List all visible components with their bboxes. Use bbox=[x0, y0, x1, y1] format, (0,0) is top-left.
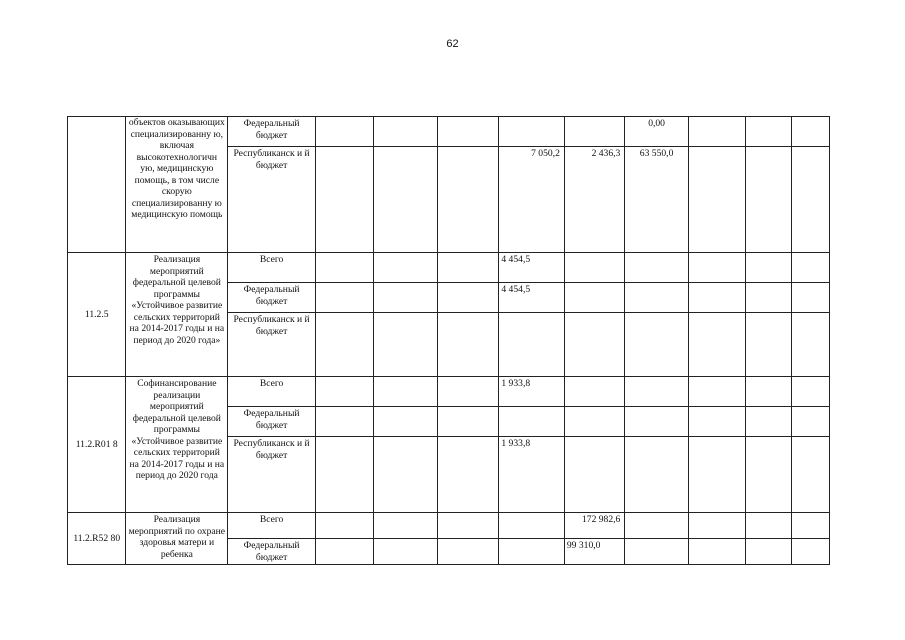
cell bbox=[625, 313, 689, 377]
cell bbox=[746, 313, 791, 377]
cell-value: 4 454,5 bbox=[499, 253, 565, 283]
row-name: Софинансирование реализации мероприятий федеральной целевой программы «Устойчивое развитие сельских территорий на 2014-2017 годы и на период до 2020 года bbox=[126, 377, 228, 513]
cell-value bbox=[564, 117, 624, 147]
cell bbox=[374, 407, 438, 437]
cell bbox=[374, 253, 438, 283]
row-name: Реализация мероприятий по охране здоровья матери и ребенка bbox=[126, 513, 228, 565]
cell bbox=[688, 283, 745, 313]
cell bbox=[688, 539, 745, 565]
cell bbox=[315, 147, 373, 253]
cell bbox=[564, 313, 624, 377]
cell-value: 0,00 bbox=[625, 117, 689, 147]
cell bbox=[437, 407, 498, 437]
cell bbox=[746, 377, 791, 407]
cell bbox=[746, 539, 791, 565]
cell bbox=[499, 513, 565, 539]
page-number: 62 bbox=[446, 38, 459, 50]
source-republican: Республиканск и й бюджет bbox=[228, 313, 316, 377]
cell bbox=[791, 313, 829, 377]
cell bbox=[374, 539, 438, 565]
cell bbox=[791, 437, 829, 513]
cell bbox=[688, 117, 745, 147]
cell bbox=[499, 117, 565, 147]
cell bbox=[688, 437, 745, 513]
cell bbox=[688, 377, 745, 407]
cell bbox=[564, 407, 624, 437]
cell bbox=[746, 147, 791, 253]
cell bbox=[688, 407, 745, 437]
cell bbox=[374, 377, 438, 407]
cell bbox=[315, 313, 373, 377]
source-total: Всего bbox=[228, 513, 316, 539]
cell bbox=[374, 283, 438, 313]
cell bbox=[746, 253, 791, 283]
table-row bbox=[68, 513, 830, 539]
cell bbox=[374, 313, 438, 377]
table-row bbox=[68, 253, 830, 283]
cell bbox=[437, 513, 498, 539]
cell bbox=[625, 513, 689, 539]
cell bbox=[791, 147, 829, 253]
cell bbox=[746, 513, 791, 539]
cell bbox=[374, 513, 438, 539]
cell bbox=[499, 539, 565, 565]
cell bbox=[688, 253, 745, 283]
row-code: 11.2.5 bbox=[68, 253, 126, 377]
cell bbox=[625, 377, 689, 407]
cell bbox=[315, 407, 373, 437]
cell bbox=[315, 377, 373, 407]
cell bbox=[625, 437, 689, 513]
source-federal: Федеральный бюджет bbox=[228, 283, 316, 313]
cell bbox=[791, 117, 829, 147]
cell bbox=[746, 407, 791, 437]
cell bbox=[437, 539, 498, 565]
cell bbox=[791, 407, 829, 437]
cell-value: 2 436,3 bbox=[564, 147, 624, 253]
cell bbox=[315, 539, 373, 565]
cell bbox=[437, 437, 498, 513]
source-total: Всего bbox=[228, 377, 316, 407]
row-name: Реализация мероприятий федеральной целевой программы «Устойчивое развитие сельских территорий на 2014-2017 годы и на период до 2020 года» bbox=[126, 253, 228, 377]
row-code bbox=[68, 117, 126, 253]
cell bbox=[315, 437, 373, 513]
cell bbox=[746, 283, 791, 313]
cell bbox=[315, 283, 373, 313]
cell bbox=[374, 147, 438, 253]
cell bbox=[315, 253, 373, 283]
cell bbox=[746, 437, 791, 513]
cell bbox=[791, 539, 829, 565]
cell bbox=[564, 253, 624, 283]
cell bbox=[625, 407, 689, 437]
cell bbox=[437, 377, 498, 407]
cell-value: 63 550,0 bbox=[625, 147, 689, 253]
row-code: 11.2.R01 8 bbox=[68, 377, 126, 513]
source-total: Всего bbox=[228, 253, 316, 283]
cell bbox=[688, 313, 745, 377]
cell-value: 1 933,8 bbox=[499, 377, 565, 407]
cell bbox=[791, 513, 829, 539]
cell bbox=[315, 117, 373, 147]
cell bbox=[437, 117, 498, 147]
cell bbox=[374, 437, 438, 513]
cell bbox=[746, 117, 791, 147]
table-row bbox=[68, 117, 830, 147]
cell bbox=[688, 147, 745, 253]
cell bbox=[499, 313, 565, 377]
cell bbox=[625, 253, 689, 283]
budget-table bbox=[67, 116, 830, 565]
cell bbox=[437, 283, 498, 313]
cell bbox=[625, 539, 689, 565]
cell bbox=[791, 377, 829, 407]
cell bbox=[374, 117, 438, 147]
cell-value: 172 982,6 bbox=[564, 513, 624, 539]
row-name: объектов оказывающих специализированну ю, включая высокотехнологичн ую, медицинскую помощь, в том числе скорую специализированну ю медицинскую помощь bbox=[126, 117, 228, 253]
cell bbox=[564, 437, 624, 513]
cell-value: 99 310,0 bbox=[564, 539, 624, 565]
cell bbox=[625, 283, 689, 313]
source-federal: Федеральный бюджет bbox=[228, 539, 316, 565]
source-federal: Федеральный бюджет bbox=[228, 117, 316, 147]
cell bbox=[315, 513, 373, 539]
cell bbox=[791, 253, 829, 283]
cell-value: 7 050,2 bbox=[499, 147, 565, 253]
cell-value: 4 454,5 bbox=[499, 283, 565, 313]
cell bbox=[688, 513, 745, 539]
cell bbox=[437, 313, 498, 377]
cell bbox=[564, 377, 624, 407]
cell bbox=[499, 407, 565, 437]
cell bbox=[437, 253, 498, 283]
source-republican: Республиканск и й бюджет bbox=[228, 437, 316, 513]
source-federal: Федеральный бюджет bbox=[228, 407, 316, 437]
cell bbox=[791, 283, 829, 313]
source-republican: Республиканск и й бюджет bbox=[228, 147, 316, 253]
cell bbox=[437, 147, 498, 253]
table-row bbox=[68, 377, 830, 407]
cell-value: 1 933,8 bbox=[499, 437, 565, 513]
cell bbox=[564, 283, 624, 313]
row-code: 11.2.R52 80 bbox=[68, 513, 126, 565]
